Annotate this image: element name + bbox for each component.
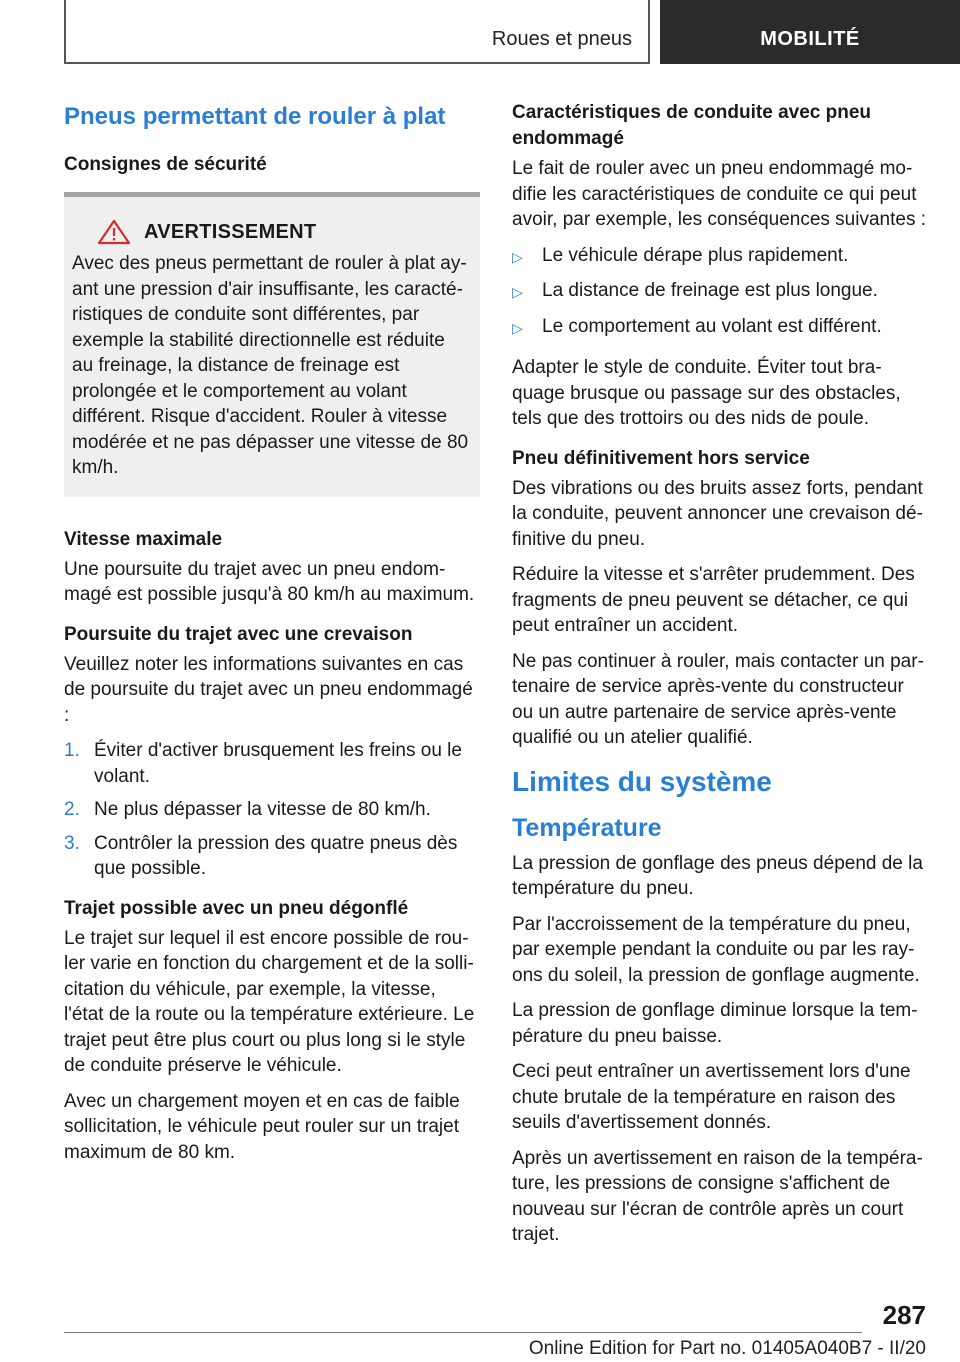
max-speed-heading: Vitesse maximale xyxy=(64,528,223,550)
list-number: 3. xyxy=(64,832,80,854)
max-speed-text: Une poursuite du trajet avec un pneu endommagé est possible jusqu'à 80 km/h au maximum. xyxy=(64,558,475,605)
continue-section xyxy=(64,622,480,882)
driving-heading: Caractéristiques de conduite avec pneu endommagé xyxy=(512,102,872,149)
safety-heading: Consignes de sécurité xyxy=(64,154,267,175)
list-text: Le véhicule dérape plus rapidement. xyxy=(542,244,849,266)
warning-title: AVERTISSEMENT xyxy=(144,220,317,243)
out-of-service-text-2: Réduire la vitesse et s'arrêter prudemment. Des fragments de pneu peuvent se détacher, ce qui peut entraîner un accident. xyxy=(512,564,915,636)
continue-list xyxy=(64,738,480,882)
max-speed-section xyxy=(64,527,480,608)
list-number: 1. xyxy=(64,740,80,761)
triangle-right-icon: ▷ xyxy=(512,319,523,336)
list-text: Contrôler la pression des quatre pneus dès que possible. xyxy=(94,832,458,879)
possible-text-2: Avec un chargement moyen et en cas de faible sollicitation, le véhicule peut rouler sur un trajet maximum de 80 km. xyxy=(64,1090,460,1163)
out-of-service-section xyxy=(512,446,926,751)
warning-box xyxy=(64,192,480,497)
continue-heading: Poursuite du trajet avec une crevaison xyxy=(64,623,413,645)
possible-distance-section xyxy=(64,896,480,1166)
possible-heading: Trajet possible avec un pneu dégonflé xyxy=(64,897,409,919)
list-item xyxy=(64,797,480,823)
temperature-p2: Par l'accroissement de la température du pneu, par exemple pendant la conduite ou par les rayons du soleil, la pression de gonflage augmente. xyxy=(512,913,920,986)
list-text: Le comportement au volant est différent. xyxy=(542,315,882,337)
left-column xyxy=(64,100,480,1179)
driving-text: Le fait de rouler avec un pneu endommagé modifie les caractéristiques de conduite ce qui peut avoir, par exemple, les conséquences suivantes : xyxy=(512,158,927,230)
driving-after-text: Adapter le style de conduite. Éviter tout braquage brusque ou passage sur des obstacles, tels que des trottoirs ou des nids de poule. xyxy=(512,357,901,429)
warning-text: Avec des pneus permettant de rouler à plat ayant une pression d'air insuffisante, les caractéristiques de conduite sont différentes, par exemple la stabilité directionnelle est réduite au freinage, la distance de freinage est prolongée et le comportement au volant différent. Risque d'accident. Rouler à vitesse modérée et ne pas dépasser une vitesse de 80 km/h. xyxy=(72,253,469,478)
list-text: La distance de freinage est plus longue. xyxy=(542,280,878,301)
out-of-service-text-1: Des vibrations ou des bruits assez forts, pendant la conduite, peuvent annoncer une crevaison définitive du pneu. xyxy=(512,477,923,550)
temperature-p3: La pression de gonflage diminue lorsque la température du pneu baisse. xyxy=(512,1000,918,1047)
list-item xyxy=(512,278,926,306)
section-title: Pneus permettant de rouler à plat xyxy=(64,103,446,130)
page-number: 287 xyxy=(882,1300,926,1330)
driving-characteristics-section xyxy=(512,100,926,432)
header-divider xyxy=(648,0,650,64)
list-item xyxy=(64,738,480,789)
warning-triangle-icon xyxy=(96,219,132,245)
possible-text-1: Le trajet sur lequel il est encore possible de rouler varie en fonction du chargement et de la sollicitation du véhicule, par exemple, la vitesse, l'état de la route ou la température extérieure. Le trajet peut être plus court ou plus long si le style de conduite préserve le véhicule. xyxy=(64,927,475,1076)
list-number: 2. xyxy=(64,799,80,820)
limits-title: Limites du système xyxy=(512,765,772,797)
triangle-right-icon: ▷ xyxy=(512,248,523,265)
temperature-p5: Après un avertissement en raison de la température, les pressions de consigne s'affichent de nouveau sur l'écran de contrôle après un court trajet. xyxy=(512,1147,923,1245)
list-item xyxy=(512,314,926,342)
temperature-p4: Ceci peut entraîner un avertissement lors d'une chute brutale de la température en raison des seuils d'avertissement donnés. xyxy=(512,1061,911,1133)
right-column xyxy=(512,100,926,1258)
list-item xyxy=(512,243,926,271)
list-text: Éviter d'activer brusquement les freins ou le volant. xyxy=(94,740,462,787)
header-section-title: Roues et pneus xyxy=(491,28,632,50)
list-text: Ne plus dépasser la vitesse de 80 km/h. xyxy=(94,799,431,820)
out-of-service-heading: Pneu définitivement hors service xyxy=(512,447,810,469)
header-left-rule xyxy=(64,0,66,64)
driving-list xyxy=(512,243,926,342)
header-chapter-tab: MOBILITÉ xyxy=(660,0,960,64)
list-item xyxy=(64,831,480,882)
out-of-service-text-3: Ne pas continuer à rouler, mais contacter un partenaire de service après-vente du constructeur ou un autre partenaire de service après-vente qualifié ou un atelier qualifié. xyxy=(512,650,924,748)
continue-text: Veuillez noter les informations suivantes en cas de poursuite du trajet avec un pneu endommagé : xyxy=(64,653,473,726)
temperature-heading: Température xyxy=(512,813,662,842)
warning-header xyxy=(72,219,470,245)
edition-text: Online Edition for Part no. 01405A040B7 - II/20 xyxy=(528,1338,926,1359)
temperature-p1: La pression de gonflage des pneus dépend de la température du pneu. xyxy=(512,852,923,899)
triangle-right-icon: ▷ xyxy=(512,284,523,300)
footer-rule xyxy=(64,1332,862,1333)
header-bottom-rule xyxy=(64,62,650,64)
